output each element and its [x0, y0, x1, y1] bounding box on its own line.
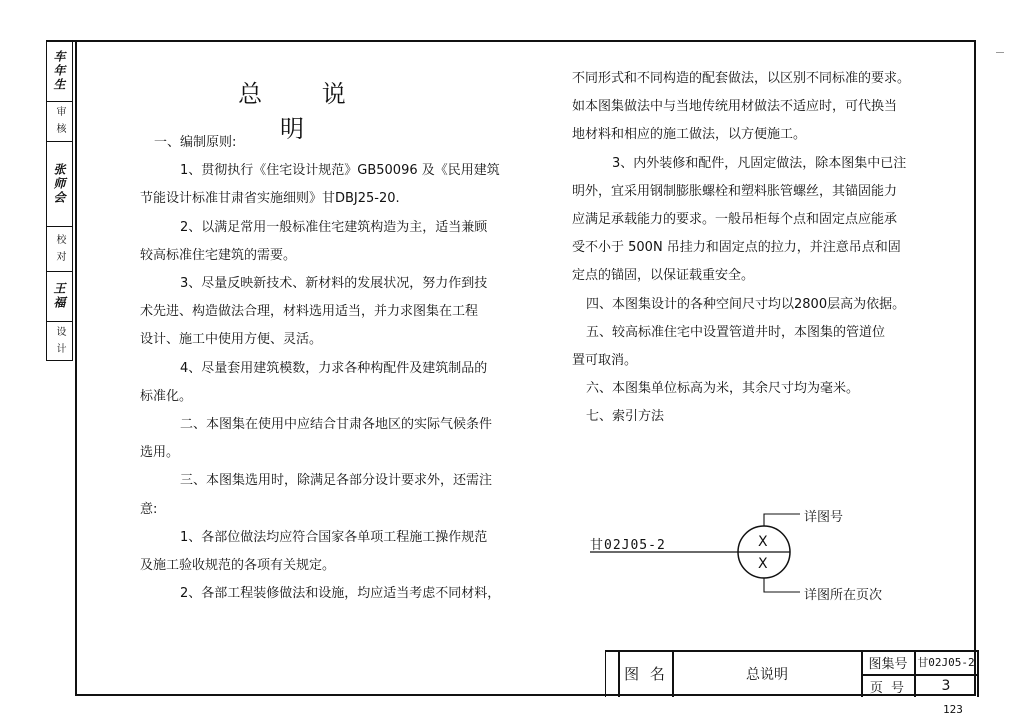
text-line: 地材料和相应的施工做法，以方便施工。 — [572, 127, 807, 143]
title-block-rule — [977, 650, 979, 697]
drawing-name: 总说明 — [746, 666, 788, 683]
text-line: 1、各部位做法均应符合国家各单项工程施工操作规范 — [180, 529, 488, 545]
page-title: 总 说 明 — [238, 80, 372, 143]
title-block — [605, 650, 978, 697]
text-line: 4、尽量套用建筑模数，力求各种构配件及建筑制品的 — [180, 360, 488, 376]
page-number-label: 页 号 — [869, 680, 907, 696]
index-atlas-code: 甘02J05-2 — [590, 538, 666, 553]
text-line: 及施工验收规范的各项有关规定。 — [140, 558, 336, 574]
text-line: 意: — [140, 501, 158, 517]
text-line: 较高标准住宅建筑的需要。 — [140, 247, 297, 263]
sheet-page-number: 123 — [943, 703, 963, 716]
text-line: 置可取消。 — [572, 353, 638, 369]
approval-signature-1: 车年生 — [47, 41, 72, 102]
text-line: 2、各部工程装修做法和设施，均应适当考虑不同材料， — [180, 586, 501, 602]
text-line: 一、编制原则: — [154, 135, 237, 150]
text-line: 应满足承载能力的要求。一般吊柜每个点和固定点应能承 — [572, 212, 898, 228]
left-text-column — [140, 129, 520, 608]
text-line: 设计、施工中使用方便、灵活。 — [140, 332, 323, 348]
text-line: 二、本图集在使用中应结合甘肃各地区的实际气候条件 — [180, 417, 493, 433]
text-line: 1、贯彻执行《住宅设计规范》GB50096 及《民用建筑 — [180, 163, 500, 179]
detail-page-leader — [764, 578, 800, 592]
text-line: 2、以满足常用一般标准住宅建筑构造为主，适当兼顾 — [180, 219, 488, 235]
text-line: 定点的锚固，以保证载重安全。 — [572, 268, 755, 284]
text-line: 节能设计标准甘肃省实施细则》甘DBJ25-20. — [140, 191, 400, 207]
detail-page-label: 详图所在页次 — [804, 588, 883, 603]
text-line: 不同形式和不同构造的配套做法，以区别不同标准的要求。 — [572, 71, 911, 86]
index-diagram — [590, 500, 910, 610]
text-line: 五、较高标准住宅中设置管道井时，本图集的管道位 — [586, 324, 886, 340]
text-line: 如本图集做法中与当地传统用材做法不适应时，可代换当 — [572, 99, 898, 115]
atlas-number-label: 图集号 — [868, 656, 908, 672]
approval-signature-3: 王福 — [47, 271, 72, 322]
text-line: 七、索引方法 — [586, 409, 665, 425]
text-line: 标准化。 — [140, 388, 193, 404]
text-line: 3、内外装修和配件，凡固定做法，除本图集中已注 — [612, 155, 907, 171]
text-line: 四、本图集设计的各种空间尺寸均以2800层高为依据。 — [586, 296, 906, 312]
index-lower-symbol: X — [758, 556, 768, 572]
edge-mark — [996, 52, 1004, 53]
drawing-name-label: 图 名 — [624, 665, 668, 683]
detail-number-leader — [764, 514, 800, 526]
index-upper-symbol: X — [758, 534, 768, 550]
text-line: 受不小于 500N 吊挂力和固定点的拉力，并注意吊点和固 — [572, 240, 901, 256]
approval-label-review: 审 核 — [47, 101, 72, 142]
approval-sidebar — [46, 41, 73, 361]
text-line: 三、本图集选用时，除满足各部分设计要求外，还需注 — [180, 473, 493, 489]
atlas-number-value: 甘02J05-2 — [917, 656, 975, 669]
text-line: 六、本图集单位标高为米，其余尺寸均为毫米。 — [586, 381, 860, 397]
text-line: 术先进、构造做法合理，材料选用适当，并力求图集在工程 — [140, 304, 479, 320]
detail-number-label: 详图号 — [804, 510, 844, 525]
text-line: 明外，宜采用钢制膨胀螺栓和塑料胀管螺丝，其锚固能力 — [572, 183, 898, 199]
approval-signature-2: 张师会 — [47, 141, 72, 227]
page-number-value: 3 — [941, 678, 951, 694]
text-line: 3、尽量反映新技术、新材料的发展状况，努力作到技 — [180, 276, 488, 292]
text-line: 选用。 — [140, 445, 180, 461]
approval-label-check: 校 对 — [47, 226, 72, 272]
approval-label-design: 设 计 — [54, 326, 65, 356]
right-text-column — [572, 65, 932, 432]
